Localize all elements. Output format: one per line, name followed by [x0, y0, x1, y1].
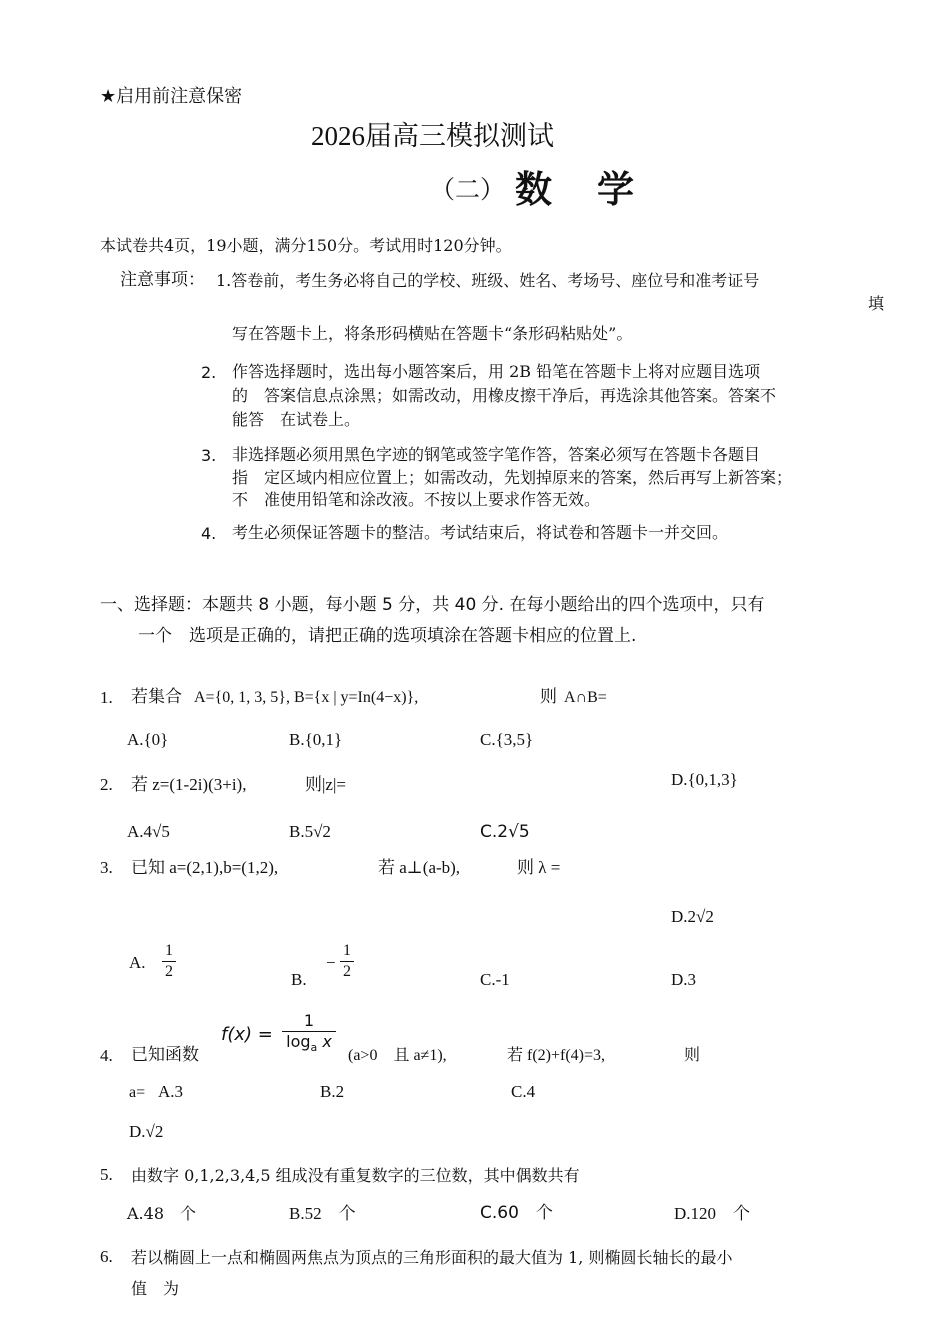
note-3-line-3: 不 准使用铅笔和涂改液。不按以上要求作答无效。: [232, 490, 601, 509]
q5-option-d: D.120 个: [674, 1204, 751, 1223]
q3-condition: 若 a⊥(a-b),: [378, 858, 461, 877]
note-1-line-2: 写在答题卡上，将条形码横贴在答题卡“条形码粘贴处”。: [232, 324, 633, 343]
q1-option-c: C.{3,5}: [480, 730, 534, 749]
q4-function-lhs: f(x) =: [221, 1024, 273, 1045]
q4-function-fraction: [282, 1012, 336, 1057]
q3-option-a-denominator: 2: [165, 963, 173, 980]
section-1-heading-cont: 一个 选项是正确的，请把正确的选项填涂在答题卡相应的位置上.: [138, 626, 637, 646]
q3-option-a-label: A.: [129, 953, 146, 972]
fraction-bar: [162, 961, 176, 962]
q4-number: 4.: [100, 1046, 113, 1065]
q3-option-b-label: B.: [291, 970, 307, 989]
q4-function-numerator: 1: [303, 1011, 315, 1030]
q5-stem: 由数字 0,1,2,3,4,5 组成没有重复数字的三位数，其中偶数共有: [131, 1166, 580, 1185]
note-4-number: 4.: [201, 524, 217, 543]
q4-then: 则: [684, 1047, 701, 1064]
q4-option-d: D.√2: [129, 1122, 164, 1141]
exam-intro: 本试卷共4页，19小题，满分150分。考试用时120分钟。: [100, 236, 512, 255]
q3-option-b-numerator: 1: [343, 942, 351, 959]
q1-lead: 若集合: [131, 687, 182, 707]
note-2-number: 2.: [201, 363, 217, 382]
q2-stem: 若 z=(1-2i)(3+i),: [131, 775, 247, 794]
section-1-heading: 一、选择题：本题共 8 小题，每小题 5 分，共 40 分. 在每小题给出的四个选项中，只有: [100, 595, 765, 615]
q4-condition-2: 若 f(2)+f(4)=3,: [507, 1047, 606, 1064]
subject-title: 数 学: [515, 168, 638, 211]
notes-label: 注意事项：: [120, 270, 205, 290]
q3-number: 3.: [100, 858, 113, 877]
q4-question: a=: [129, 1084, 146, 1101]
q4-condition: (a>0 且 a≠1),: [348, 1047, 447, 1064]
q6-stem-line-2: 值 为: [131, 1279, 180, 1298]
confidential-mark: ★启用前注意保密: [100, 86, 243, 107]
exam-number: （二）: [430, 177, 506, 204]
note-1-line-1: 1.答卷前，考生务必将自己的学校、班级、姓名、考场号、座位号和准考证号: [216, 271, 760, 290]
q6-number: 6.: [100, 1247, 113, 1266]
q1-option-d: D.{0,1,3}: [671, 770, 738, 789]
q5-number: 5.: [100, 1165, 113, 1184]
note-3-line-2: 指 定区域内相应位置上；如需改动，先划掉原来的答案，然后再写上新答案；: [232, 468, 793, 487]
q2-option-d: D.2√2: [671, 907, 714, 926]
q3-stem: 已知 a=(2,1),b=(1,2),: [131, 858, 279, 877]
q2-option-b: B.5√2: [289, 822, 331, 841]
q4-option-b: B.2: [320, 1082, 345, 1101]
log-base: a: [310, 1041, 318, 1055]
log-variable: x: [322, 1032, 332, 1051]
note-2-line-2: 的 答案信息点涂黑；如需改动，用橡皮擦干净后，再选涂其他答案。答案不: [232, 386, 777, 405]
fraction-bar: [340, 961, 354, 962]
q2-number: 2.: [100, 775, 113, 794]
q3-option-a-numerator: 1: [165, 942, 173, 959]
q2-option-c: C.2√5: [480, 822, 530, 842]
note-3-number: 3.: [201, 446, 217, 465]
note-2-line-3: 能答 在试卷上。: [232, 410, 361, 429]
q1-question: A∩B=: [564, 689, 607, 706]
q2-option-a: A.4√5: [127, 822, 170, 841]
q4-lead: 已知函数: [131, 1045, 199, 1064]
note-4-line-1: 考生必须保证答题卡的整洁。考试结束后，将试卷和答题卡一并交回。: [232, 523, 729, 542]
q3-option-b-sign: −: [326, 953, 336, 972]
q4-function-denominator: [282, 1033, 336, 1057]
q4-option-a: A.3: [158, 1082, 184, 1101]
note-1-tail: 填: [868, 294, 885, 313]
q1-option-a: A.{0}: [127, 730, 169, 749]
note-2-line-1: 作答选择题时，选出每小题答案后，用 2B 铅笔在答题卡上将对应题目选项: [232, 362, 761, 381]
q3-question: 则 λ =: [517, 858, 561, 877]
log-text: log: [286, 1032, 311, 1051]
q5-option-c: C.60 个: [480, 1203, 553, 1223]
q3-option-b-denominator: 2: [343, 963, 351, 980]
q5-option-a: A.48 个: [127, 1204, 197, 1223]
exam-title: 2026届高三模拟测试: [311, 121, 554, 151]
q4-option-c: C.4: [511, 1082, 536, 1101]
q2-question: 则|z|=: [305, 775, 346, 794]
q3-option-c: C.-1: [480, 970, 510, 989]
note-3-line-1: 非选择题必须用黑色字迹的钢笔或签字笔作答，答案必须写在答题卡各题目: [232, 445, 761, 464]
q5-option-b: B.52 个: [289, 1204, 356, 1223]
q3-option-b-fraction: [340, 942, 354, 981]
q3-option-a-fraction: [162, 942, 176, 981]
q1-number: 1.: [100, 688, 113, 707]
q6-stem-line-1: 若以椭圆上一点和椭圆两焦点为顶点的三角形面积的最大值为 1, 则椭圆长轴长的最小: [131, 1248, 733, 1267]
q1-then: 则: [540, 687, 557, 707]
q1-stem: A={0, 1, 3, 5}, B={x | y=In(4−x)},: [194, 689, 419, 706]
q1-option-b: B.{0,1}: [289, 730, 343, 749]
q3-option-d: D.3: [671, 970, 697, 989]
